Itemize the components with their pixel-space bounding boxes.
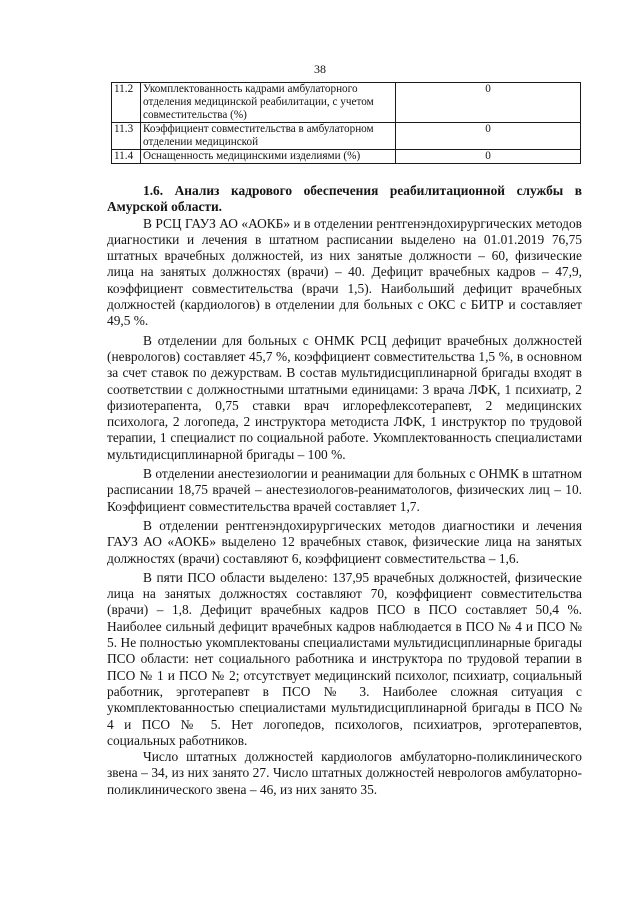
section-body: [107, 183, 582, 798]
table-cell-num: 11.2: [112, 83, 141, 123]
table-cell-label: Укомплектованность кадрами амбулаторного отделения медицинской реабилитации, с учетом совместительства (%): [141, 83, 396, 123]
table-cell-value: 0: [396, 150, 581, 164]
table-cell-label: Оснащенность медицинскими изделиями (%): [141, 150, 396, 164]
paragraph: В отделении рентгенэндохирургических методов диагностики и лечения ГАУЗ АО «АОКБ» выделено 12 врачебных ставок, физические лица на занятых должностях (врачи) составляют 6, коэффициент совместительства – 1,6.: [107, 517, 582, 566]
table-cell-value: 0: [396, 123, 581, 150]
table-row: [112, 83, 581, 123]
paragraph: В РСЦ ГАУЗ АО «АОКБ» и в отделении рентгенэндохирургических методов диагностики и лечения в штатном расписании выделено на 01.01.2019 76,75 штатных врачебных должностей, из них занятые должности – 60, физические лица на занятых должностях (врачи) – 40. Дефицит врачебных кадров – 47,9, коэффициент совместительства (врачи 1,5). Наибольший дефицит врачебных должностей (кардиологов) в отделении для больных с ОКС с БИТР и составляет 49,5 %.: [107, 215, 582, 329]
table-cell-num: 11.4: [112, 150, 141, 164]
indicator-table: [111, 82, 581, 164]
table-cell-value: 0: [396, 83, 581, 123]
paragraph: В пяти ПСО области выделено: 137,95 врачебных должностей, физические лица на занятых должностях составляют 70, коэффициент совместительства (врачи) – 1,8. Дефицит врачебных кадров ПСО в ПСО составляет 50,4 %. Наиболее сильный дефицит врачебных кадров наблюдается в ПСО № 4 и ПСО № 5. Не полностью укомплектованы специалистами мультидисциплинарные бригады ПСО области: нет социального работника и инструктора по трудовой терапии в ПСО № 1 и ПСО № 2; отсутствует медицинский психолог, психиатр, социальный работник, эрготерапевт в ПСО № 3. Наиболее сложная ситуация с укомплектованностью специалистами мультидисциплинарной бригады в ПСО № 4 и ПСО № 5. Нет логопедов, психологов, психиатров, эрготерапевтов, социальных работников.: [107, 569, 582, 748]
table-cell-label: Коэффициент совместительства в амбулаторном отделении медицинской: [141, 123, 396, 150]
table-row: [112, 123, 581, 150]
table-cell-num: 11.3: [112, 123, 141, 150]
table-row: [112, 150, 581, 164]
section-heading: 1.6. Анализ кадрового обеспечения реабилитационной службы в Амурской области.: [107, 183, 582, 215]
paragraph: В отделении для больных с ОНМК РСЦ дефицит врачебных должностей (неврологов) составляет 45,7 %, коэффициент совместительства 1,5 %, в основном за счет ставок по дежурствам. В состав мультидисциплинарной бригады входят в соответствии с должностными штатными единицами: 3 врача ЛФК, 1 психиатр, 2 физиотерапента, 0,75 ставки врач иглорефлексотерапевт, 2 медицинских психолога, 2 логопеда, 2 инструктора методиста ЛФК, 1 инструктор по трудовой терапии, 1 специалист по социальной работе. Укомплектованность специалистами мультидисциплинарной бригады – 100 %.: [107, 332, 582, 462]
page-number: 38: [314, 62, 326, 76]
paragraph: Число штатных должностей кардиологов амбулаторно-поликлинического звена – 34, из них занято 27. Число штатных должностей неврологов амбулаторно-поликлинического звена – 46, из них занято 35.: [107, 749, 582, 797]
paragraph: В отделении анестезиологии и реанимации для больных с ОНМК в штатном расписании 18,75 врачей – анестезиологов-реаниматологов, физических лиц – 10. Коэффициент совместительства врачей составляет 1,7.: [107, 466, 582, 514]
